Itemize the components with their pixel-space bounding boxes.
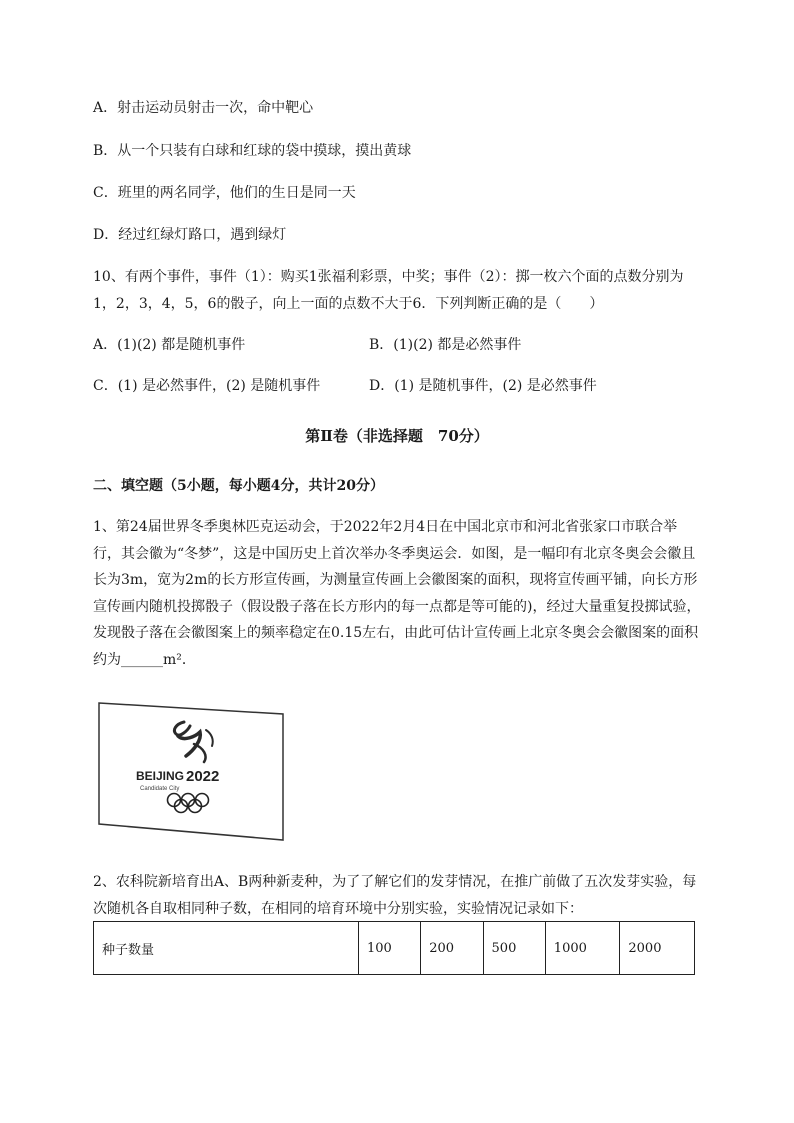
option-9b: B．从一个只装有白球和红球的袋中摸球，摸出黄球 (93, 143, 412, 159)
table-row (94, 922, 695, 975)
option-9d: D．经过红绿灯路口，遇到绿灯 (93, 227, 287, 243)
option-9c: C．班里的两名同学，他们的生日是同一天 (93, 185, 356, 201)
seed-count-cell: 100 (359, 922, 421, 975)
fill-question-2: 2、农科院新培育出A、B两种新麦种，为了了解它们的发芽情况，在推广前做了五次发芽实验，每次随机各自取相同种子数，在相同的培育环境中分别实验，实验情况记录如下： (93, 874, 697, 917)
option-10c: C．(1) 是必然事件，(2) 是随机事件 (93, 378, 321, 394)
logo-beijing-text: BEIJING (136, 769, 185, 783)
question-10-line-2: 1，2，3，4，5，6的骰子，向上一面的点数不大于6．下列判断正确的是（ ） (93, 296, 604, 312)
logo-candidate-text: Candidate City (140, 786, 180, 792)
seed-count-header: 种子数量 (94, 922, 359, 975)
seed-count-cell: 1000 (545, 922, 620, 975)
section-title: 第Ⅱ卷（非选择题 70分） (305, 427, 489, 445)
option-10d: D．(1) 是随机事件，(2) 是必然事件 (369, 378, 597, 394)
section-heading: 二、填空题（5小题，每小题4分，共计20分） (93, 478, 384, 494)
seed-table (93, 921, 695, 975)
option-10b: B．(1)(2) 都是必然事件 (369, 337, 522, 353)
fill-question-1: 1、第24届世界冬季奥林匹克运动会，于2022年2月4日在中国北京市和河北省张家口市联合举行，其会徽为“冬梦”，这是中国历史上首次举办冬季奥运会．如图，是一幅印有北京冬奥会会徽且长为3m，宽为2m的长方形宣传画，为测量宣传画上会徽图案的面积，现将宣传画平铺，向长方形宣传画内随机投掷骰子（假设骰子落在长方形内的每一点都是等可能的)，经过大量重复投掷试验，发现骰子落在会徽图案上的频率稳定在0.15左右，由此可估计宣传画上北京冬奥会会徽图案的面积约为______m²． (93, 519, 701, 668)
option-10a: A．(1)(2) 都是随机事件 (93, 337, 246, 353)
seed-count-cell: 500 (483, 922, 545, 975)
question-10-line-1: 10、有两个事件，事件（1）：购买1张福利彩票，中奖；事件（2）：掷一枚六个面的点数分别为 (93, 269, 684, 285)
poster-svg (96, 700, 286, 842)
olympic-poster-figure (96, 700, 286, 842)
logo-year-text: 2022 (186, 768, 220, 785)
seed-count-cell: 200 (421, 922, 483, 975)
seed-count-cell: 2000 (620, 922, 695, 975)
option-9a: A．射击运动员射击一次，命中靶心 (93, 100, 314, 116)
